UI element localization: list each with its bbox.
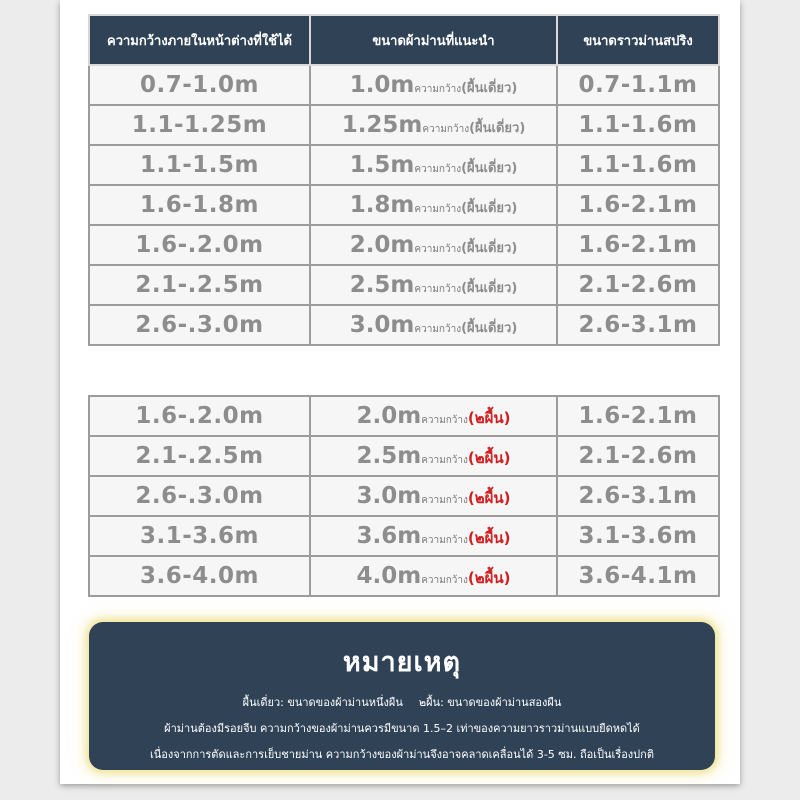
window-width-cell bbox=[89, 185, 310, 225]
rod-size-value: 1.6-2.1m bbox=[578, 232, 698, 258]
rod-size-cell bbox=[557, 436, 719, 476]
curtain-size-cell bbox=[310, 225, 557, 265]
curtain-size-value: 4.0m bbox=[356, 562, 422, 589]
window-width-value: 3.1-3.6m bbox=[140, 523, 259, 549]
curtain-size-value: 3.0m bbox=[356, 482, 422, 509]
note-box bbox=[89, 622, 715, 770]
header-curtain-size: ขนาดผ้าม่านที่แนะนำ bbox=[310, 15, 557, 65]
window-width-value: 0.7-1.0m bbox=[140, 72, 259, 98]
panel-type-note: (๒ผื้น) bbox=[467, 568, 511, 587]
window-width-cell bbox=[89, 476, 310, 516]
window-width-cell bbox=[89, 145, 310, 185]
table-row bbox=[89, 516, 719, 556]
note-double-definition: ๒ผื้น: ขนาดของผ้าม่านสองผืน bbox=[418, 696, 562, 709]
curtain-size-cell bbox=[310, 305, 557, 345]
panel-type-note: (ผื้นเดี่ยว) bbox=[461, 161, 518, 176]
table-header-row bbox=[89, 15, 719, 65]
curtain-size-cell bbox=[310, 265, 557, 305]
curtain-size-value: 1.25m bbox=[341, 112, 423, 138]
panel-type-note: (ผื้นเดี่ยว) bbox=[461, 81, 518, 96]
rod-size-value: 3.1-3.6m bbox=[578, 523, 698, 549]
rod-size-cell bbox=[557, 396, 719, 436]
rod-size-cell bbox=[557, 516, 719, 556]
window-width-cell bbox=[89, 436, 310, 476]
width-label: ความกว้าง bbox=[414, 284, 462, 295]
table-row bbox=[89, 265, 719, 305]
curtain-size-cell bbox=[310, 185, 557, 225]
curtain-size-cell bbox=[310, 396, 557, 436]
curtain-size-cell bbox=[310, 436, 557, 476]
rod-size-value: 1.1-1.6m bbox=[578, 152, 698, 178]
panel-type-note: (๒ผื้น) bbox=[467, 488, 511, 507]
panel-type-note: (ผื้นเดี่ยว) bbox=[461, 241, 518, 256]
table-row bbox=[89, 145, 719, 185]
header-window-width: ความกว้างภายในหน้าต่างที่ใช้ได้ bbox=[89, 15, 310, 65]
curtain-size-cell bbox=[310, 65, 557, 105]
rod-size-value: 3.6-4.1m bbox=[578, 563, 698, 589]
rod-size-value: 2.6-3.1m bbox=[578, 312, 698, 338]
curtain-size-value: 1.5m bbox=[349, 152, 415, 178]
width-label: ความกว้าง bbox=[421, 494, 468, 506]
double-panel-size-table bbox=[88, 395, 720, 597]
rod-size-cell bbox=[557, 556, 719, 596]
note-line-tolerance: เนื่องจากการตัดและการเย็บชายม่าน ความกว้างของผ้าม่านจึงอาจคลาดเคลื่อนได้ 3-5 ซม. ถือเป็นเรื่องปกติ bbox=[150, 748, 654, 761]
window-width-cell bbox=[89, 516, 310, 556]
table-row bbox=[89, 476, 719, 516]
curtain-size-value: 3.0m bbox=[349, 312, 415, 338]
window-width-cell bbox=[89, 265, 310, 305]
curtain-size-cell bbox=[310, 105, 557, 145]
table-row bbox=[89, 225, 719, 265]
width-label: ความกว้าง bbox=[414, 244, 462, 255]
table-row bbox=[89, 436, 719, 476]
rod-size-value: 1.6-2.1m bbox=[578, 403, 698, 429]
curtain-size-value: 1.8m bbox=[349, 192, 415, 218]
window-width-cell bbox=[89, 305, 310, 345]
curtain-size-value: 1.0m bbox=[349, 72, 415, 98]
panel-type-note: (ผื้นเดี่ยว) bbox=[461, 281, 518, 296]
single-panel-size-table bbox=[88, 14, 720, 346]
window-width-cell bbox=[89, 105, 310, 145]
width-label: ความกว้าง bbox=[421, 574, 468, 586]
table-row bbox=[89, 396, 719, 436]
table-row bbox=[89, 65, 719, 105]
width-label: ความกว้าง bbox=[414, 204, 462, 215]
panel-type-note: (ผื้นเดี่ยว) bbox=[461, 201, 518, 216]
window-width-value: 3.6-4.0m bbox=[140, 563, 259, 589]
rod-size-value: 0.7-1.1m bbox=[578, 72, 698, 98]
window-width-cell bbox=[89, 225, 310, 265]
rod-size-value: 1.1-1.6m bbox=[578, 112, 698, 138]
window-width-value: 2.1-.2.5m bbox=[135, 443, 264, 469]
rod-size-value: 2.6-3.1m bbox=[578, 483, 698, 509]
window-width-value: 1.1-1.25m bbox=[131, 112, 268, 138]
width-label: ความกว้าง bbox=[421, 534, 468, 546]
width-label: ความกว้าง bbox=[421, 454, 468, 466]
table-row bbox=[89, 185, 719, 225]
panel-type-note: (๒ผื้น) bbox=[467, 408, 511, 427]
curtain-size-value: 3.6m bbox=[356, 522, 422, 549]
rod-size-cell bbox=[557, 225, 719, 265]
curtain-size-value: 2.0m bbox=[356, 402, 422, 429]
panel-type-note: (ผื้นเดี่ยว) bbox=[469, 121, 526, 136]
note-line-definitions bbox=[89, 693, 715, 711]
window-width-value: 1.1-1.5m bbox=[140, 152, 259, 178]
width-label: ความกว้าง bbox=[414, 164, 462, 175]
panel-type-note: (ผื้นเดี่ยว) bbox=[461, 321, 518, 336]
table-row bbox=[89, 105, 719, 145]
note-title: หมายเหตุ bbox=[342, 647, 462, 678]
curtain-size-value: 2.0m bbox=[349, 232, 415, 258]
rod-size-cell bbox=[557, 305, 719, 345]
window-width-cell bbox=[89, 556, 310, 596]
rod-size-cell bbox=[557, 145, 719, 185]
curtain-size-value: 2.5m bbox=[356, 442, 422, 469]
rod-size-cell bbox=[557, 265, 719, 305]
rod-size-value: 2.1-2.6m bbox=[578, 272, 698, 298]
table-row bbox=[89, 556, 719, 596]
rod-size-value: 2.1-2.6m bbox=[578, 443, 698, 469]
note-single-definition: ผื้นเดี่ยว: ขนาดของผ้าม่านหนึ่งผืน bbox=[242, 696, 403, 709]
curtain-size-cell bbox=[310, 556, 557, 596]
width-label: ความกว้าง bbox=[414, 324, 462, 335]
curtain-size-value: 2.5m bbox=[349, 272, 415, 298]
rod-size-cell bbox=[557, 65, 719, 105]
curtain-size-cell bbox=[310, 145, 557, 185]
rod-size-cell bbox=[557, 105, 719, 145]
window-width-cell bbox=[89, 396, 310, 436]
table-row bbox=[89, 305, 719, 345]
window-width-value: 1.6-.2.0m bbox=[135, 403, 264, 429]
window-width-cell bbox=[89, 65, 310, 105]
window-width-value: 2.6-.3.0m bbox=[135, 483, 264, 509]
width-label: ความกว้าง bbox=[414, 84, 462, 95]
header-rod-size: ขนาดราวม่านสปริง bbox=[557, 15, 719, 65]
window-width-value: 1.6-1.8m bbox=[140, 192, 259, 218]
rod-size-value: 1.6-2.1m bbox=[578, 192, 698, 218]
note-line-pleat: ผ้าม่านต้องมีรอยจีบ ความกว้างของผ้าม่านควรมีขนาด 1.5–2 เท่าของความยาวราวม่านแบบยืดหดได้ bbox=[164, 722, 640, 735]
width-label: ความกว้าง bbox=[422, 124, 470, 135]
panel-type-note: (๒ผื้น) bbox=[467, 528, 511, 547]
window-width-value: 2.6-.3.0m bbox=[135, 312, 264, 338]
rod-size-cell bbox=[557, 185, 719, 225]
curtain-size-cell bbox=[310, 516, 557, 556]
window-width-value: 1.6-.2.0m bbox=[135, 232, 264, 258]
panel-type-note: (๒ผื้น) bbox=[467, 448, 511, 467]
width-label: ความกว้าง bbox=[421, 414, 468, 426]
curtain-size-cell bbox=[310, 476, 557, 516]
rod-size-cell bbox=[557, 476, 719, 516]
window-width-value: 2.1-.2.5m bbox=[135, 272, 264, 298]
